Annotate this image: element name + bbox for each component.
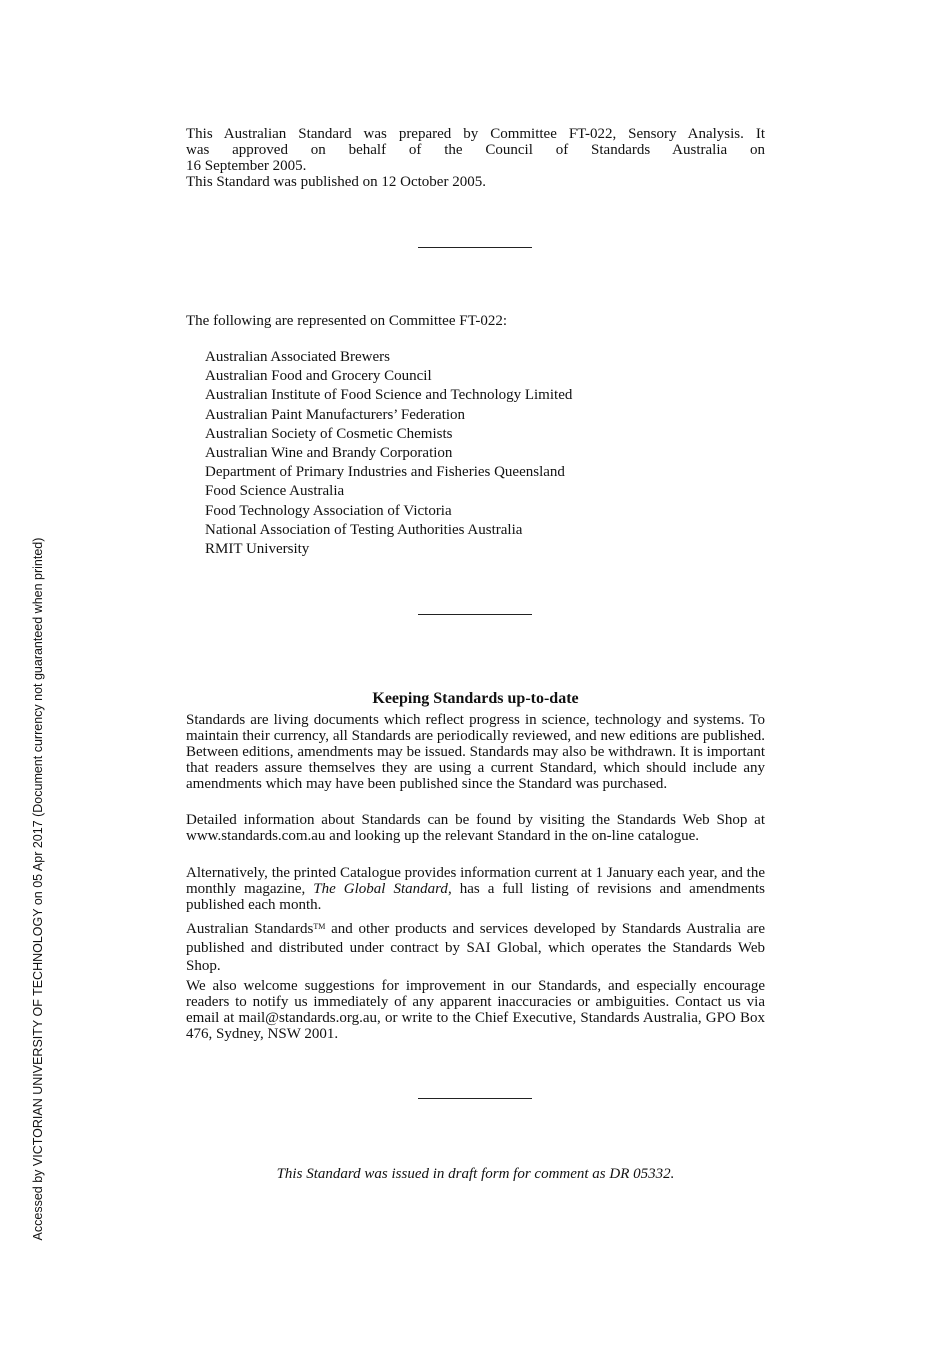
committee-member: Australian Paint Manufacturers’ Federation bbox=[205, 406, 466, 423]
committee-intro: The following are represented on Committee FT-022: bbox=[186, 313, 508, 329]
committee-member: Food Technology Association of Victoria bbox=[205, 502, 452, 519]
committee-member: Food Science Australia bbox=[205, 483, 345, 500]
draft-note: This Standard was issued in draft form for comment as DR 05332. bbox=[276, 1166, 675, 1182]
preparation-statement bbox=[186, 126, 765, 190]
catalogue-text-end: , has a full listing of revisions and amendments published each month. bbox=[186, 881, 765, 913]
divider-rule bbox=[418, 614, 532, 615]
paragraph-living-documents: Standards are living documents which reflect progress in science, technology and systems. To maintain their currency, all Standards are periodically reviewed, and new editions are published. Between editions, amendments may be issued. Standards may also be withdrawn. It is important that readers assure themselves they are using a current Standard, which should include any amendments which may have been published since the Standard was purchased. bbox=[186, 712, 765, 792]
committee-member: National Association of Testing Authorities Australia bbox=[205, 521, 523, 538]
preparation-line-3: 16 September 2005. bbox=[186, 158, 307, 174]
catalogue-text-start: Alternatively, the printed Catalogue provides information current at 1 January each year, and the monthly magazine, bbox=[186, 865, 765, 897]
paragraph-catalogue bbox=[186, 865, 765, 913]
trademark-mark: TM bbox=[313, 922, 326, 931]
paragraph-web-shop: Detailed information about Standards can be found by visiting the Standards Web Shop at www.standards.com.au and looking up the relevant Standard in the on-line catalogue. bbox=[186, 812, 765, 844]
divider-rule bbox=[418, 247, 532, 248]
magazine-title: The Global Standard bbox=[313, 881, 448, 897]
section-heading: Keeping Standards up-to-date bbox=[372, 690, 579, 707]
committee-member: Australian Wine and Brandy Corporation bbox=[205, 445, 453, 462]
sai-text-start: Australian Standards bbox=[186, 921, 314, 937]
sai-text-end: and other products and services developed by Standards Australia are published and distributed under contract by SAI Global, which operates the Standards Web Shop. bbox=[186, 921, 766, 974]
committee-member: Department of Primary Industries and Fisheries Queensland bbox=[205, 464, 565, 481]
committee-member: Australian Society of Cosmetic Chemists bbox=[205, 425, 453, 442]
paragraph-sai-global bbox=[186, 918, 765, 976]
preparation-line-1: This Australian Standard was prepared by Committee FT-022, Sensory Analysis. It bbox=[186, 126, 765, 142]
preparation-line-2: was approved on behalf of the Council of Standards Australia on bbox=[186, 142, 765, 158]
paragraph-contact: We also welcome suggestions for improvement in our Standards, and especially encourage readers to notify us immediately of any apparent inaccuracies or ambiguities. Contact us via email at mail@standards.org.au, or write to the Chief Executive, Standards Australia, GPO Box 476, Sydney, NSW 2001. bbox=[186, 978, 765, 1042]
committee-member: Australian Institute of Food Science and Technology Limited bbox=[205, 387, 573, 404]
publication-line: This Standard was published on 12 October 2005. bbox=[186, 174, 486, 190]
committee-member: Australian Associated Brewers bbox=[205, 349, 390, 365]
committee-member: Australian Food and Grocery Council bbox=[205, 368, 432, 385]
access-notice-text: Accessed by VICTORIAN UNIVERSITY OF TECHNOLOGY on 05 Apr 2017 (Document currency not guaranteed when printed) bbox=[31, 537, 45, 1241]
committee-member: RMIT University bbox=[205, 541, 310, 558]
divider-rule bbox=[418, 1098, 532, 1099]
committee-member-list bbox=[205, 348, 572, 559]
